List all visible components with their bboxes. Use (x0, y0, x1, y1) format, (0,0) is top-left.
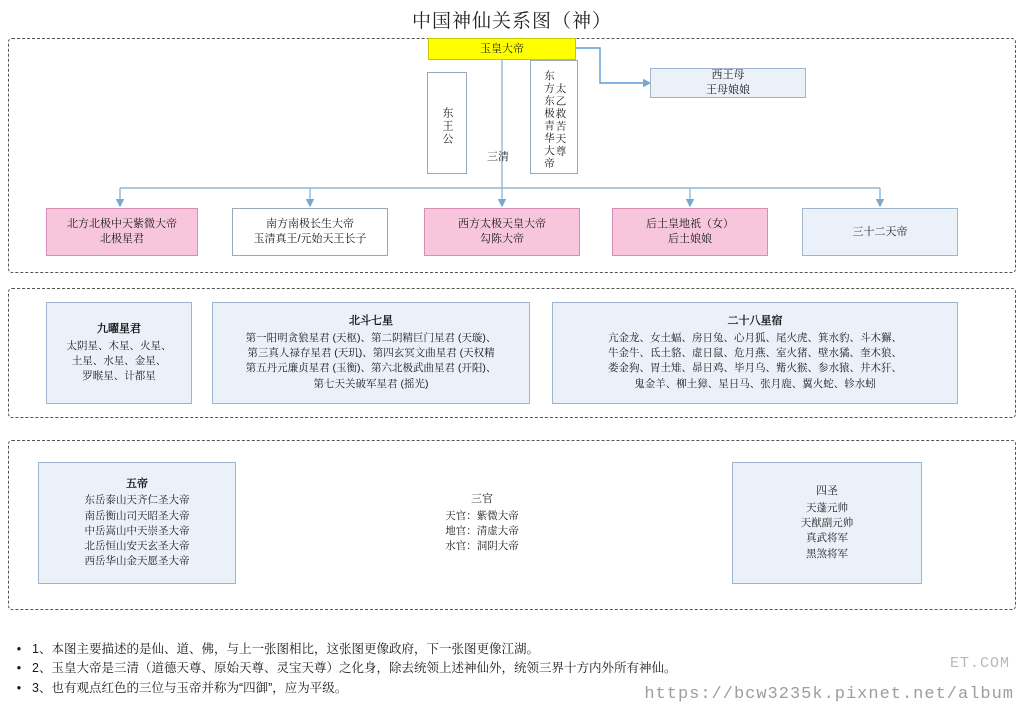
node-beidou-lines (246, 331, 497, 392)
label-sanqing: 三清 (487, 151, 509, 163)
note-text: 3、也有观点红色的三位与玉帝并称为“四御”，应为平级。 (32, 680, 348, 695)
beidou-line-4: 第七天关破军星君 (摇光) (313, 377, 429, 390)
beidou-line-2: 第三真人禄存星君 (天玑)、第四玄冥文曲星君 (天权精 (247, 347, 495, 360)
node-west-emperor-line1: 西方太极天皇大帝 (458, 218, 546, 231)
wudi-line-4: 北岳恒山安天玄圣大帝 (84, 540, 190, 553)
jiuyao-line-2: 土星、水星、金星、 (71, 354, 167, 367)
xiu-line-3: 娄金狗、胃土雉、昴日鸡、毕月乌、觜火猴、参水猿、井木犴、 (608, 362, 902, 375)
node-ershiba-xiu-lines (608, 331, 902, 392)
xiu-line-4: 鬼金羊、柳土獐、星日马、张月鹿、翼火蛇、轸水蚓 (634, 377, 876, 390)
node-east-king[interactable] (427, 72, 467, 174)
node-south-emperor-line1: 南方南极长生大帝 (266, 218, 354, 231)
page-title: 中国神仙关系图（神） (411, 11, 612, 32)
node-xiwangmu-line2: 王母娘娘 (706, 84, 750, 96)
node-thirty-two-heaven-emperors-label: 三十二天帝 (852, 225, 908, 238)
note-item (14, 659, 1014, 678)
node-ershiba-xiu-title: 二十八星宿 (727, 315, 783, 328)
node-jade-emperor-label: 玉皇大帝 (480, 42, 524, 55)
note-item (14, 640, 1014, 659)
node-jiuyao-lines (67, 339, 172, 385)
node-taiyi-savior-label2: 太乙救苦天尊 (554, 82, 567, 158)
beidou-line-3: 第五丹元廉贞星君 (玉衡)、第六北极武曲星君 (开阳)、 (245, 362, 497, 375)
jiuyao-line-1: 太阴星、木星、火星、 (66, 339, 172, 352)
sanguan-line-3: 水官：洞阴大帝 (445, 540, 519, 553)
node-beidou-title: 北斗七星 (349, 315, 393, 328)
node-houtu[interactable] (612, 208, 768, 256)
node-wudi[interactable] (38, 462, 236, 584)
node-sisheng-title: 四圣 (816, 485, 838, 498)
watermark-url: https://bcw3235k.pixnet.net/album (644, 685, 1014, 704)
node-east-king-label: 东王公 (441, 106, 454, 146)
node-wudi-title: 五帝 (126, 477, 148, 490)
node-west-emperor-line2: 勾陈大帝 (480, 233, 524, 245)
node-sanguan-title: 三官 (471, 492, 493, 505)
node-sisheng[interactable] (732, 462, 922, 584)
sanguan-line-2: 地官：清虚大帝 (445, 524, 519, 537)
sisheng-line-2: 天猷副元帅 (800, 517, 854, 530)
node-south-emperor[interactable] (232, 208, 388, 256)
wudi-line-5: 西岳华山金天愿圣大帝 (84, 555, 190, 568)
node-sanguan-lines (445, 509, 519, 555)
note-text: 2、玉皇大帝是三清（道德天尊、原始天尊、灵宝天尊）之化身，除去统领上述神仙外，统领三界十方内外所有神仙。 (32, 661, 677, 676)
node-jiuyao-title: 九曜星君 (97, 322, 141, 335)
node-north-emperor[interactable] (46, 208, 198, 256)
node-taiyi-savior[interactable] (530, 60, 578, 174)
sanguan-line-1: 天官：紫微大帝 (445, 509, 519, 522)
beidou-line-1: 第一阳明贪狼星君 (天枢)、第二阴精巨门星君 (天璇)、 (245, 331, 497, 344)
node-houtu-line1: 后土皇地祇（女） (646, 218, 734, 231)
node-sanguan[interactable] (384, 462, 580, 584)
node-wudi-lines (85, 493, 190, 569)
sisheng-line-4: 黑煞将军 (806, 547, 848, 560)
node-houtu-line2: 后土娘娘 (668, 233, 712, 245)
note-text: 1、本图主要描述的是仙、道、佛，与上一张图相比，这张图更像政府，下一张图更像江湖。 (32, 642, 539, 656)
sisheng-line-3: 真武将军 (806, 532, 848, 545)
wudi-line-3: 中岳嵩山中天崇圣大帝 (84, 524, 190, 537)
node-ershiba-xiu[interactable] (552, 302, 958, 404)
jiuyao-line-3: 罗睺星、计都星 (82, 370, 156, 383)
node-thirty-two-heaven-emperors[interactable] (802, 208, 958, 256)
xiu-line-2: 牛金牛、氐土貉、虚日鼠、危月燕、室火猪、壁水獝、奎木狼、 (608, 347, 902, 360)
node-north-emperor-line1: 北方北极中天紫微大帝 (67, 218, 177, 231)
node-beidou[interactable] (212, 302, 530, 404)
node-sisheng-lines (801, 501, 854, 562)
node-taiyi-savior-label: 东方东极青华大帝 (543, 70, 555, 170)
node-south-emperor-line2: 玉清真王/元始天王长子 (253, 233, 367, 245)
bullet-icon: • (16, 642, 22, 656)
bullet-icon: • (16, 661, 22, 676)
node-xiwangmu-line1: 西王母 (711, 69, 745, 82)
xiu-line-1: 亢金龙、女土蝠、房日兔、心月狐、尾火虎、箕水豹、斗木獬、 (608, 331, 902, 344)
node-jiuyao[interactable] (46, 302, 192, 404)
node-jade-emperor[interactable] (428, 38, 576, 60)
node-xiwangmu[interactable] (650, 68, 806, 98)
wudi-line-1: 东岳泰山天齐仁圣大帝 (84, 494, 190, 507)
watermark-secondary: ET.COM (949, 655, 1010, 672)
bullet-icon: • (16, 680, 22, 695)
sisheng-line-1: 天蓬元帅 (806, 501, 848, 514)
node-west-emperor[interactable] (424, 208, 580, 256)
node-north-emperor-line2: 北极星君 (100, 233, 144, 245)
wudi-line-2: 南岳衡山司天昭圣大帝 (84, 509, 190, 522)
